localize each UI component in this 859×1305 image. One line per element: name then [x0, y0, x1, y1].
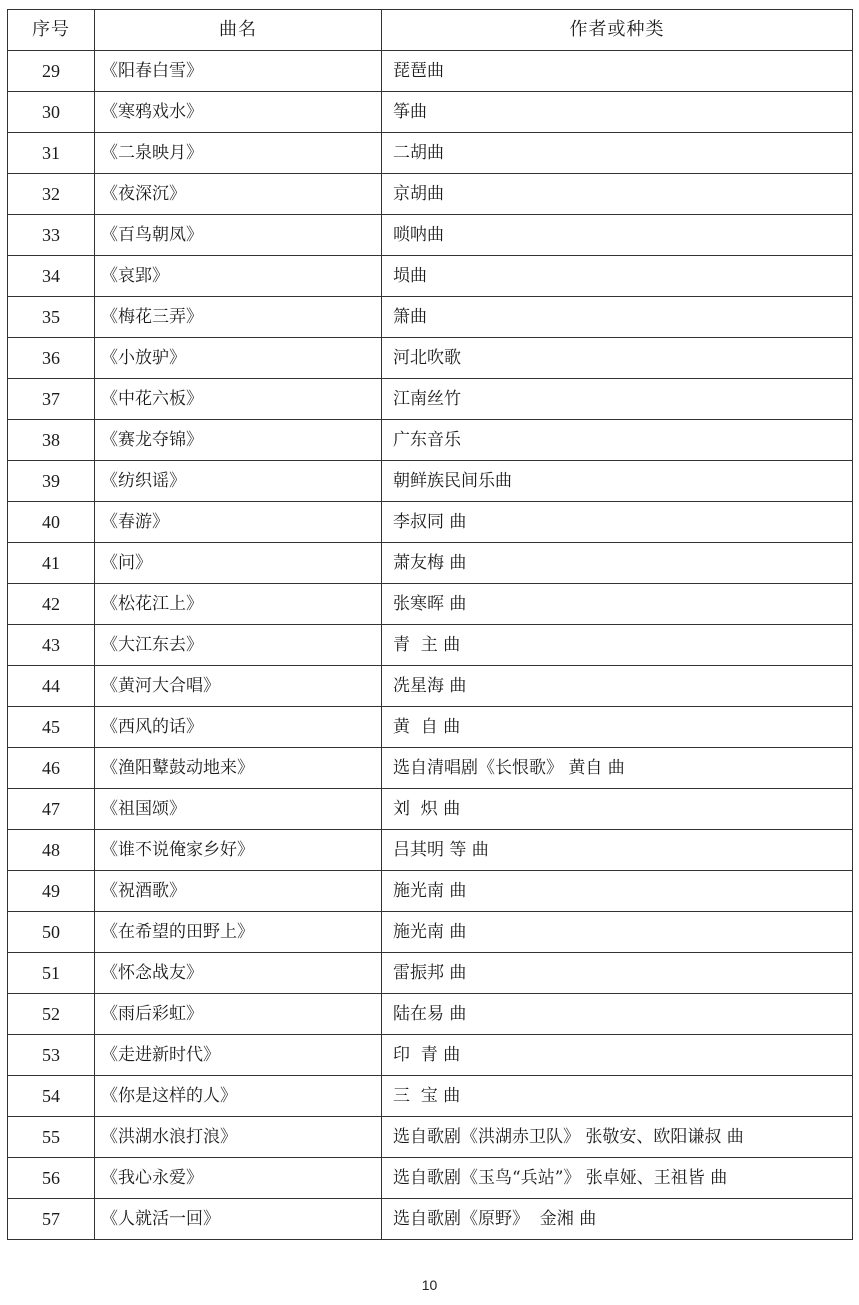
row-number: 55 — [8, 1117, 95, 1158]
row-number: 39 — [8, 461, 95, 502]
author-or-category: 河北吹歌 — [382, 338, 853, 379]
song-title: 《我心永爱》 — [95, 1158, 382, 1199]
song-title: 《春游》 — [95, 502, 382, 543]
row-number: 42 — [8, 584, 95, 625]
song-title: 《纺织谣》 — [95, 461, 382, 502]
author-or-category: 箫曲 — [382, 297, 853, 338]
author-or-category: 张寒晖 曲 — [382, 584, 853, 625]
table-row — [8, 256, 853, 297]
row-number: 30 — [8, 92, 95, 133]
author-or-category: 黄 自 曲 — [382, 707, 853, 748]
header-title: 曲名 — [95, 10, 382, 51]
row-number: 40 — [8, 502, 95, 543]
row-number: 57 — [8, 1199, 95, 1240]
row-number: 46 — [8, 748, 95, 789]
author-or-category: 选自歌剧《洪湖赤卫队》 张敬安、欧阳谦叔 曲 — [382, 1117, 853, 1158]
song-title: 《西风的话》 — [95, 707, 382, 748]
row-number: 35 — [8, 297, 95, 338]
song-title: 《寒鸦戏水》 — [95, 92, 382, 133]
author-or-category: 施光南 曲 — [382, 912, 853, 953]
song-title: 《在希望的田野上》 — [95, 912, 382, 953]
song-title: 《夜深沉》 — [95, 174, 382, 215]
table-row — [8, 420, 853, 461]
row-number: 41 — [8, 543, 95, 584]
row-number: 52 — [8, 994, 95, 1035]
song-title: 《走进新时代》 — [95, 1035, 382, 1076]
song-title: 《洪湖水浪打浪》 — [95, 1117, 382, 1158]
row-number: 37 — [8, 379, 95, 420]
author-or-category: 二胡曲 — [382, 133, 853, 174]
song-title: 《人就活一回》 — [95, 1199, 382, 1240]
table-row — [8, 953, 853, 994]
author-or-category: 朝鲜族民间乐曲 — [382, 461, 853, 502]
author-or-category: 萧友梅 曲 — [382, 543, 853, 584]
table-row — [8, 994, 853, 1035]
author-or-category: 施光南 曲 — [382, 871, 853, 912]
author-or-category: 选自歌剧《玉鸟“兵站”》 张卓娅、王祖皆 曲 — [382, 1158, 853, 1199]
author-or-category: 三 宝 曲 — [382, 1076, 853, 1117]
song-title: 《小放驴》 — [95, 338, 382, 379]
row-number: 36 — [8, 338, 95, 379]
page-number: 10 — [421, 1277, 438, 1293]
table-row — [8, 338, 853, 379]
table-row — [8, 871, 853, 912]
author-or-category: 冼星海 曲 — [382, 666, 853, 707]
author-or-category: 京胡曲 — [382, 174, 853, 215]
table-row — [8, 748, 853, 789]
table-row — [8, 625, 853, 666]
author-or-category: 选自清唱剧《长恨歌》 黄自 曲 — [382, 748, 853, 789]
author-or-category: 刘 炽 曲 — [382, 789, 853, 830]
song-title: 《你是这样的人》 — [95, 1076, 382, 1117]
row-number: 53 — [8, 1035, 95, 1076]
song-title: 《阳春白雪》 — [95, 51, 382, 92]
song-title: 《怀念战友》 — [95, 953, 382, 994]
row-number: 34 — [8, 256, 95, 297]
table-row — [8, 543, 853, 584]
author-or-category: 陆在易 曲 — [382, 994, 853, 1035]
song-title: 《赛龙夺锦》 — [95, 420, 382, 461]
song-title: 《二泉映月》 — [95, 133, 382, 174]
table-row — [8, 1117, 853, 1158]
table-row — [8, 1158, 853, 1199]
row-number: 29 — [8, 51, 95, 92]
author-or-category: 唢呐曲 — [382, 215, 853, 256]
song-title: 《祝酒歌》 — [95, 871, 382, 912]
table-row — [8, 297, 853, 338]
author-or-category: 选自歌剧《原野》 金湘 曲 — [382, 1199, 853, 1240]
row-number: 48 — [8, 830, 95, 871]
song-title: 《渔阳鼙鼓动地来》 — [95, 748, 382, 789]
table-row — [8, 51, 853, 92]
author-or-category: 青 主 曲 — [382, 625, 853, 666]
table-row — [8, 133, 853, 174]
row-number: 49 — [8, 871, 95, 912]
table-row — [8, 174, 853, 215]
table-row — [8, 584, 853, 625]
row-number: 43 — [8, 625, 95, 666]
author-or-category: 广东音乐 — [382, 420, 853, 461]
author-or-category: 埙曲 — [382, 256, 853, 297]
author-or-category: 李叔同 曲 — [382, 502, 853, 543]
song-title: 《梅花三弄》 — [95, 297, 382, 338]
row-number: 38 — [8, 420, 95, 461]
row-number: 31 — [8, 133, 95, 174]
row-number: 32 — [8, 174, 95, 215]
table-row — [8, 379, 853, 420]
song-title: 《谁不说俺家乡好》 — [95, 830, 382, 871]
table-row — [8, 789, 853, 830]
song-title: 《中花六板》 — [95, 379, 382, 420]
author-or-category: 江南丝竹 — [382, 379, 853, 420]
table-row — [8, 92, 853, 133]
song-title: 《哀郢》 — [95, 256, 382, 297]
song-title: 《雨后彩虹》 — [95, 994, 382, 1035]
table-row — [8, 215, 853, 256]
song-title: 《问》 — [95, 543, 382, 584]
table-row — [8, 502, 853, 543]
row-number: 51 — [8, 953, 95, 994]
table-row — [8, 912, 853, 953]
row-number: 50 — [8, 912, 95, 953]
table-row — [8, 830, 853, 871]
table-row — [8, 666, 853, 707]
table-row — [8, 1076, 853, 1117]
row-number: 47 — [8, 789, 95, 830]
table-row — [8, 461, 853, 502]
music-repertoire-table — [7, 9, 853, 1240]
table-body — [8, 51, 853, 1240]
row-number: 56 — [8, 1158, 95, 1199]
row-number: 54 — [8, 1076, 95, 1117]
author-or-category: 琵琶曲 — [382, 51, 853, 92]
row-number: 45 — [8, 707, 95, 748]
author-or-category: 吕其明 等 曲 — [382, 830, 853, 871]
author-or-category: 印 青 曲 — [382, 1035, 853, 1076]
header-number: 序号 — [8, 10, 95, 51]
table-row — [8, 1199, 853, 1240]
song-title: 《大江东去》 — [95, 625, 382, 666]
row-number: 44 — [8, 666, 95, 707]
song-title: 《祖国颂》 — [95, 789, 382, 830]
table-row — [8, 707, 853, 748]
row-number: 33 — [8, 215, 95, 256]
song-title: 《黄河大合唱》 — [95, 666, 382, 707]
header-author: 作者或种类 — [382, 10, 853, 51]
table-header-row — [8, 10, 853, 51]
author-or-category: 筝曲 — [382, 92, 853, 133]
table-row — [8, 1035, 853, 1076]
song-title: 《百鸟朝凤》 — [95, 215, 382, 256]
song-title: 《松花江上》 — [95, 584, 382, 625]
author-or-category: 雷振邦 曲 — [382, 953, 853, 994]
